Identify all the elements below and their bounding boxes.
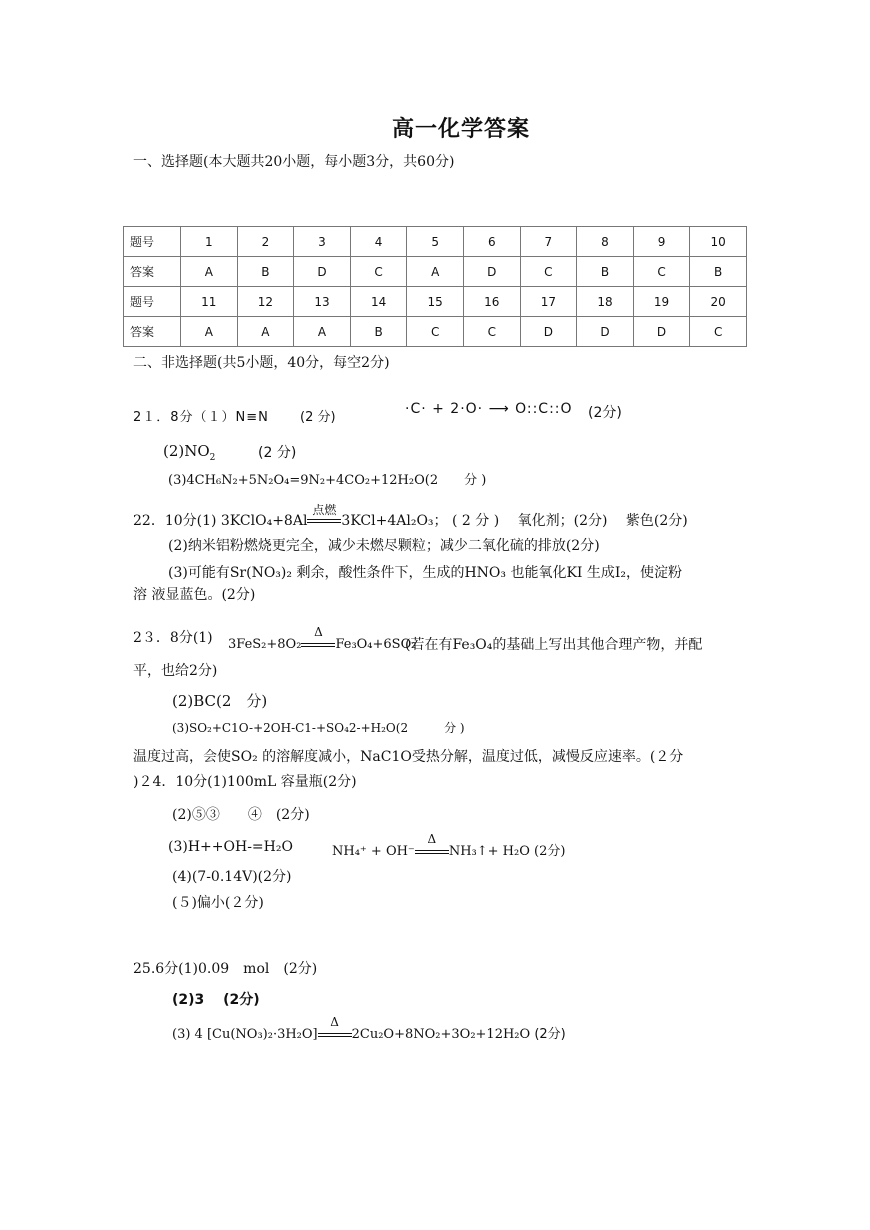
answer-cell: D xyxy=(633,317,690,347)
q22-part3-line2: 溶 液显蓝色。(2分) xyxy=(133,587,256,603)
q24-part3-score: (2分) xyxy=(534,844,566,859)
question-number-cell: 16 xyxy=(463,287,520,317)
question-number-cell: 8 xyxy=(577,227,634,257)
q24-part3-equation xyxy=(332,831,566,859)
answer-cell: D xyxy=(577,317,634,347)
question-number-cell: 3 xyxy=(294,227,351,257)
q25-part2: (2)3 (2分) xyxy=(172,992,260,1008)
question-number-cell: 14 xyxy=(350,287,407,317)
answer-cell: A xyxy=(294,317,351,347)
q24-part5: (５)偏小(２分) xyxy=(172,895,264,911)
q23-part2: (2)BC(2 分) xyxy=(172,692,268,710)
q25-eq-left: (3) 4 [Cu(NO₃)₂·3H₂O] xyxy=(172,1027,318,1042)
q22-eq-left: 3KClO₄+8Al xyxy=(220,513,308,529)
table-row-question-numbers xyxy=(124,227,747,257)
question-number-cell: 20 xyxy=(690,287,747,317)
q23-part4: 温度过高，会使SO₂ 的溶解度减小，NaC1O受热分解，温度过低，减慢反应速率。(２分 xyxy=(133,749,684,765)
question-number-cell: 15 xyxy=(407,287,464,317)
answer-table xyxy=(123,226,747,347)
answer-cell: A xyxy=(181,317,238,347)
answer-cell: C xyxy=(520,257,577,287)
q24-part4: (4)(7-0.14V)(2分) xyxy=(172,869,292,885)
q25-part3-score: (2分) xyxy=(534,1027,566,1042)
question-number-cell: 9 xyxy=(633,227,690,257)
q23-note-line2: 平，也给2分) xyxy=(133,663,218,679)
q22-eq-right: 3KCl+4Al₂O₃； xyxy=(341,513,448,529)
q22-eq-cond: 点燃 xyxy=(312,503,337,517)
question-number-cell: 17 xyxy=(520,287,577,317)
question-number-cell: 6 xyxy=(463,227,520,257)
question-number-cell: 11 xyxy=(181,287,238,317)
q23-eq-right: Fe₃O₄+6SO₂ xyxy=(335,637,417,652)
question-number-cell: 18 xyxy=(577,287,634,317)
answer-cell: B xyxy=(237,257,294,287)
q21-head: 2１．8分（１）N≡N xyxy=(133,410,269,425)
answer-cell: D xyxy=(463,257,520,287)
question-number-cell: 13 xyxy=(294,287,351,317)
answer-cell: A xyxy=(237,317,294,347)
q23-eq-cond: Δ xyxy=(314,624,323,639)
q24-head: )２4．10分(1)100mL 容量瓶(2分) xyxy=(133,774,357,790)
section1-heading: 一、选择题(本大题共20小题，每小题3分，共60分) xyxy=(133,154,455,170)
q24-eq-cond: Δ xyxy=(427,831,437,846)
q23-part3: (3)SO₂+C1O-+2OH-C1-+SO₄2-+H₂O(2 分 ) xyxy=(172,721,465,735)
q24-reaction-arrow xyxy=(415,831,449,859)
question-number-cell: 10 xyxy=(690,227,747,257)
row-label-question: 题号 xyxy=(124,227,181,257)
question-number-cell: 7 xyxy=(520,227,577,257)
q21-part3: (3)4CH₆N₂+5N₂O₄=9N₂+4CO₂+12H₂O(2 分 ) xyxy=(168,473,487,488)
q24-eq-left: NH₄⁺ + OH⁻ xyxy=(332,844,415,859)
q24-part2: (2)⑤③ ④ (2分) xyxy=(172,807,310,823)
answer-cell: D xyxy=(294,257,351,287)
q21-part2-score: (2 分) xyxy=(258,445,297,461)
q23-eq-left: 3FeS₂+8O₂ xyxy=(228,637,302,652)
page-title: 高一化学答案 xyxy=(392,116,531,142)
answer-cell: B xyxy=(690,257,747,287)
q22-reaction-arrow xyxy=(307,503,341,528)
question-number-cell: 1 xyxy=(181,227,238,257)
section2-heading: 二、非选择题(共5小题，40分，每空2分) xyxy=(133,355,390,371)
answer-cell: A xyxy=(181,257,238,287)
q22-part3-line1: (3)可能有Sr(NO₃)₂ 剩余，酸性条件下，生成的HNO₃ 也能氧化KI 生成I₂，使淀粉 xyxy=(168,565,683,581)
question-number-cell: 2 xyxy=(237,227,294,257)
answer-cell: D xyxy=(520,317,577,347)
question-number-cell: 4 xyxy=(350,227,407,257)
row-label-question: 题号 xyxy=(124,287,181,317)
q22-part2: (2)纳米铝粉燃烧更完全，减少未燃尽颗粒；减少二氧化硫的排放(2分) xyxy=(168,538,600,554)
q23-reaction-arrow xyxy=(301,624,335,652)
q21-part2-sub: 2 xyxy=(209,453,216,463)
question-number-cell: 5 xyxy=(407,227,464,257)
q21-dot-formula: ·C· + 2·O· ⟶ O::C::O xyxy=(405,401,573,417)
q23-note-line1: (若在有Fe₃O₄的基础上写出其他合理产物，并配 xyxy=(405,637,703,653)
answer-cell: B xyxy=(577,257,634,287)
q23-head: 2３．8分(1) xyxy=(133,630,213,646)
q22-tail: ( 2 分 ) 氧化剂；(2分) 紫色(2分) xyxy=(451,513,688,529)
answer-cell: B xyxy=(350,317,407,347)
question-number-cell: 12 xyxy=(237,287,294,317)
row-label-answer: 答案 xyxy=(124,317,181,347)
q25-head: 25.6分(1)0.09 mol (2分) xyxy=(133,961,318,977)
answer-cell: C xyxy=(350,257,407,287)
table-row-answers xyxy=(124,257,747,287)
q22-head: 22．10分(1) xyxy=(133,513,217,529)
q25-eq-cond: Δ xyxy=(330,1014,339,1029)
answer-cell: C xyxy=(690,317,747,347)
q25-part3 xyxy=(172,1014,566,1042)
row-label-answer: 答案 xyxy=(124,257,181,287)
answer-cell: C xyxy=(633,257,690,287)
q24-part3-left: (3)H++OH-=H₂O xyxy=(168,839,293,855)
table-row-answers xyxy=(124,317,747,347)
q21-score: (2 分) xyxy=(300,410,336,425)
q25-eq-right: 2Cu₂O+8NO₂+3O₂+12H₂O xyxy=(351,1027,531,1042)
q22-line1 xyxy=(133,503,688,530)
question-number-cell: 19 xyxy=(633,287,690,317)
q23-equation xyxy=(228,624,417,652)
answer-cell: A xyxy=(407,257,464,287)
answer-cell: C xyxy=(463,317,520,347)
table-row-question-numbers xyxy=(124,287,747,317)
q24-eq-right: NH₃↑+ H₂O xyxy=(448,844,530,859)
q21-dot-score: (2分) xyxy=(588,405,622,421)
q21-part2 xyxy=(163,442,215,463)
answer-cell: C xyxy=(407,317,464,347)
q21-part2-text: (2)NO xyxy=(163,442,210,460)
q25-reaction-arrow xyxy=(318,1014,352,1042)
